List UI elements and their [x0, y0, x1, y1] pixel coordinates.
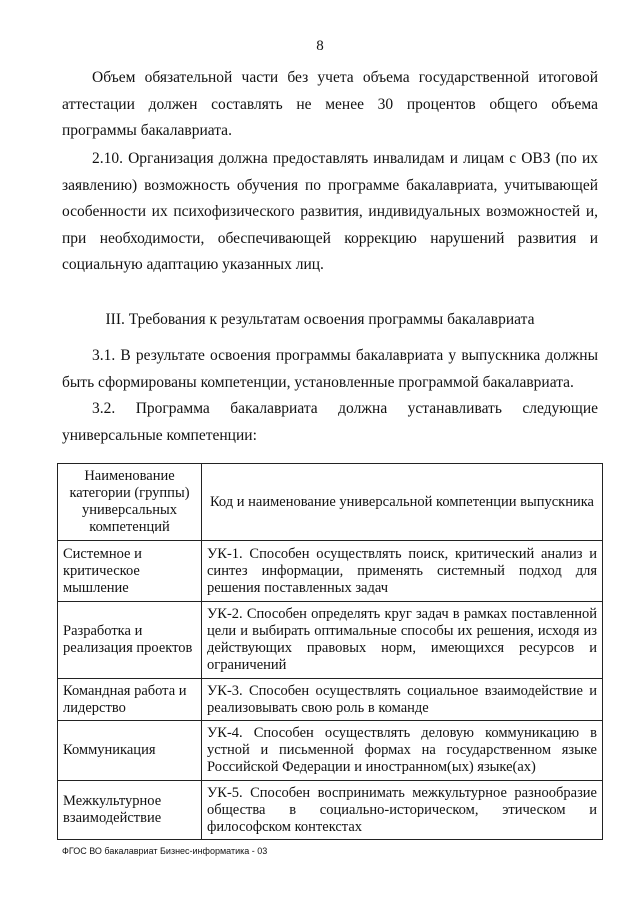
header-code: Код и наименование универсальной компетенции выпускника [202, 464, 603, 541]
table-row [58, 679, 603, 721]
paragraph-mandatory-part: Объем обязательной части без учета объема государственной итоговой аттестации должен составлять не менее 30 процентов общего объема программы бакалавриата. [62, 69, 598, 139]
category-cell: Коммуникация [58, 721, 202, 781]
table-row [58, 541, 603, 602]
header-category: Наименование категории (группы) универсальных компетенций [58, 464, 202, 541]
category-cell: Разработка и реализация проектов [58, 602, 202, 679]
category-cell: Системное и критическое мышление [58, 541, 202, 602]
section-heading: III. Требования к результатам освоения программы бакалавриата [105, 311, 535, 328]
page-number: 8 [316, 38, 324, 54]
table-header-row [58, 464, 603, 541]
table-row [58, 721, 603, 781]
paragraph-3-1: 3.1. В результате освоения программы бакалавриата у выпускника должны быть сформированы компетенции, установленные программой бакалавриата. [62, 347, 598, 391]
competence-cell: УК-2. Способен определять круг задач в рамках поставленной цели и выбирать оптимальные способы их решения, исходя из действующих правовых норм, имеющихся ресурсов и ограничений [202, 602, 603, 679]
competencies-table [57, 463, 603, 840]
paragraph-2-10: 2.10. Организация должна предоставлять инвалидам и лицам с ОВЗ (по их заявлению) возможность обучения по программе бакалавриата, учитывающей особенности их психофизического развития, индивидуальных возможностей и, при необходимости, обеспечивающей коррекцию нарушений развития и социальную адаптацию указанных лиц. [62, 150, 598, 273]
category-cell: Межкультурное взаимодействие [58, 781, 202, 840]
competence-cell: УК-4. Способен осуществлять деловую коммуникацию в устной и письменной формах на государственном языке Российской Федерации и иностранном(ых) языке(ах) [202, 721, 603, 781]
table-row [58, 781, 603, 840]
competence-cell: УК-1. Способен осуществлять поиск, критический анализ и синтез информации, применять системный подход для решения поставленных задач [202, 541, 603, 602]
competence-cell: УК-3. Способен осуществлять социальное взаимодействие и реализовывать свою роль в команде [202, 679, 603, 721]
category-cell: Командная работа и лидерство [58, 679, 202, 721]
document-footer: ФГОС ВО бакалавриат Бизнес-информатика - 03 [62, 846, 268, 856]
table-row [58, 602, 603, 679]
paragraph-3-2: 3.2. Программа бакалавриата должна устанавливать следующие универсальные компетенции: [62, 400, 598, 444]
competence-cell: УК-5. Способен воспринимать межкультурное разнообразие общества в социально-историческом, этическом и философском контекстах [202, 781, 603, 840]
